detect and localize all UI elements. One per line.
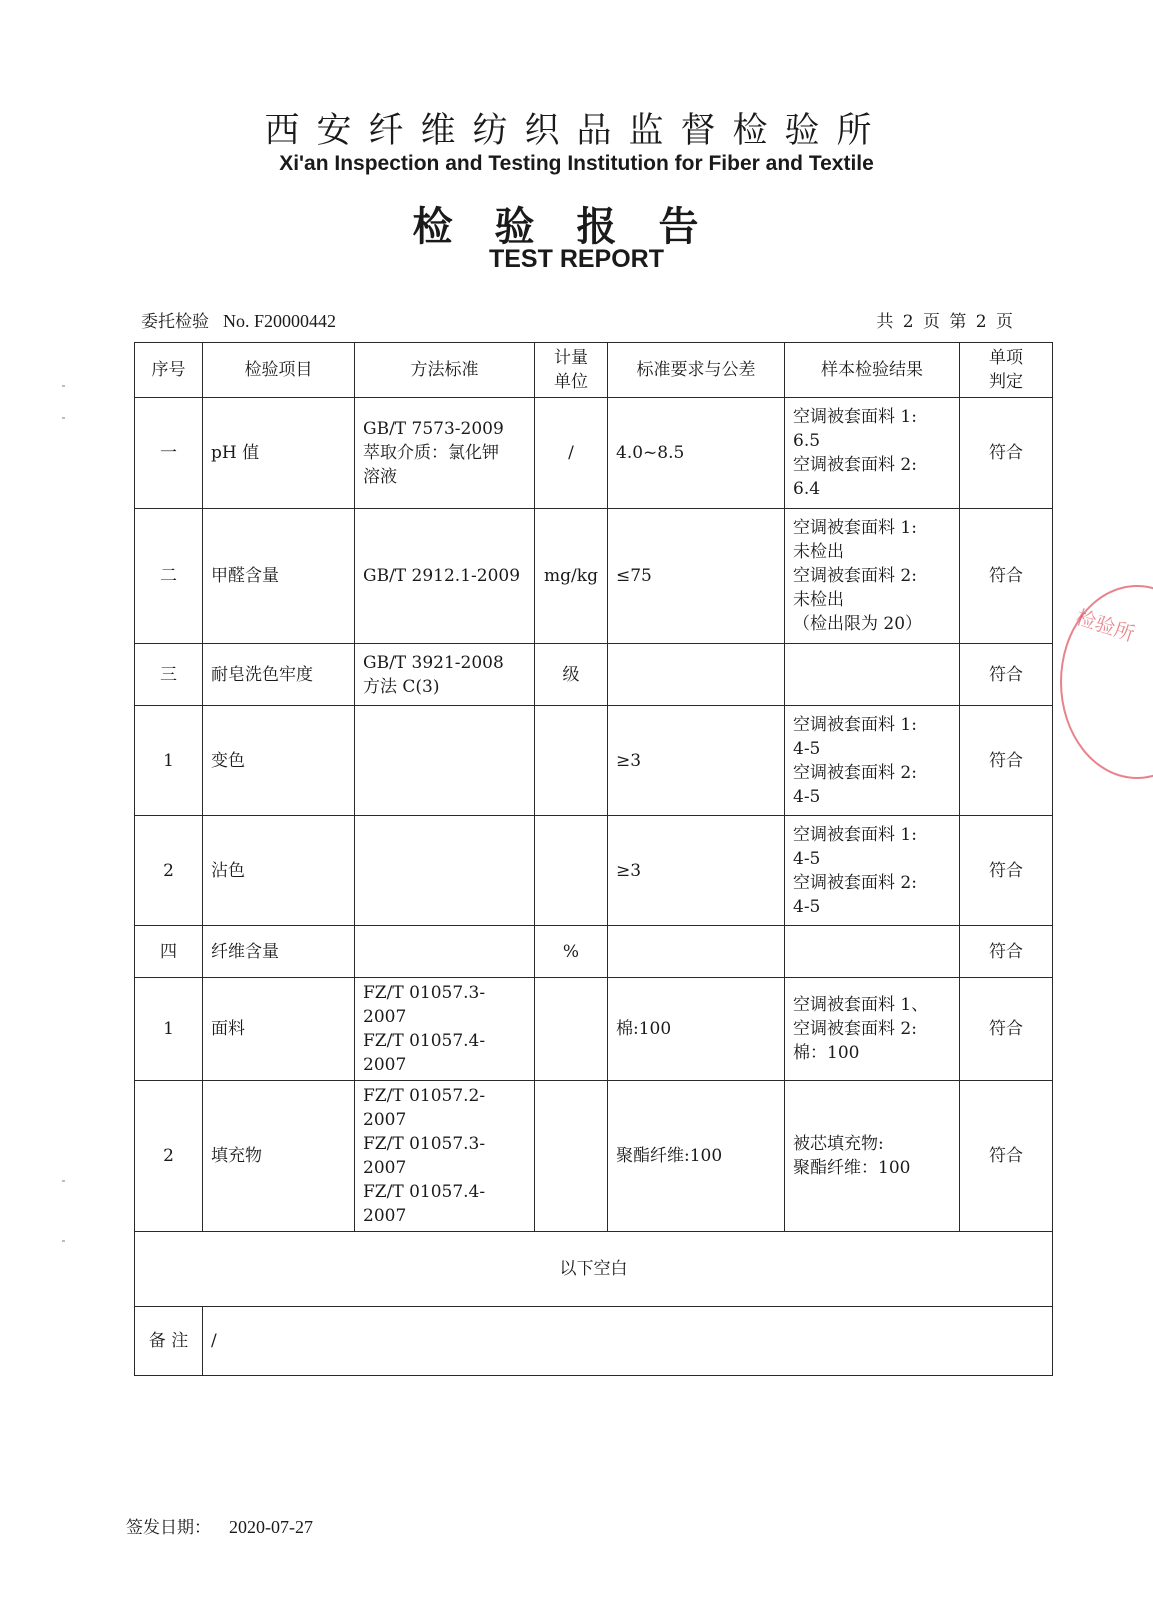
- cell-unit: 级: [535, 644, 608, 706]
- cell-verdict: 符合: [960, 644, 1053, 706]
- cell-result: [785, 816, 960, 926]
- header-unit: 计量 单位: [535, 343, 608, 398]
- cell-method-line: FZ/T 01057.4-2007: [363, 1031, 486, 1075]
- cell-item: 纤维含量: [203, 926, 355, 978]
- cell-method-line: FZ/T 01057.3-2007: [363, 983, 486, 1027]
- cell-result-line: 空调被套面料 1:: [793, 518, 917, 538]
- cell-result-line: 空调被套面料 1、: [793, 995, 929, 1015]
- scan-speck: [62, 385, 65, 387]
- institution-title-en: Xi'an Inspection and Testing Institution for Fiber and Textile: [279, 152, 874, 175]
- cell-requirement: 聚酯纤维:100: [608, 1081, 785, 1232]
- report-number: No. F20000442: [223, 311, 337, 331]
- cell-result-line: 4-5: [793, 896, 821, 917]
- cell-result-line: 空调被套面料 2:: [793, 1019, 917, 1039]
- cell-seq: 1: [135, 978, 203, 1081]
- header-verdict: 单项 判定: [960, 343, 1053, 398]
- cell-method-line: 方法 C(3): [363, 676, 440, 697]
- cell-result-line: 4-5: [793, 738, 821, 759]
- header-item: 检验项目: [203, 343, 355, 398]
- table-row: [135, 1081, 1053, 1232]
- cell-result-line: 6.5: [793, 431, 821, 451]
- cell-seq: 一: [135, 398, 203, 509]
- cell-seq: 四: [135, 926, 203, 978]
- cell-unit: [535, 1081, 608, 1232]
- cell-result-line: 4-5: [793, 786, 821, 807]
- cell-method: [355, 816, 535, 926]
- remark-value: /: [203, 1307, 1053, 1376]
- issue-label: 签发日期：: [126, 1518, 211, 1538]
- cell-result-line: 空调被套面料 2:: [793, 762, 917, 783]
- report-title-cn: 检验报告: [412, 203, 741, 250]
- scan-speck: [62, 1240, 65, 1242]
- scan-speck: [62, 417, 65, 419]
- cell-result-line: 空调被套面料 1:: [793, 714, 917, 735]
- cell-seq: 2: [135, 816, 203, 926]
- cell-method-line: FZ/T 01057.2-2007: [363, 1086, 486, 1130]
- cell-result-line: （检出限为 20）: [793, 614, 923, 634]
- cell-requirement: [608, 926, 785, 978]
- cell-result: [785, 978, 960, 1081]
- cell-requirement: ≤75: [608, 509, 785, 644]
- cell-verdict: 符合: [960, 926, 1053, 978]
- cell-result: [785, 509, 960, 644]
- institution-title-cn: 西安纤维纺织品监督检验所: [264, 111, 889, 151]
- cell-method: [355, 1081, 535, 1232]
- cell-seq: 三: [135, 644, 203, 706]
- cell-unit: [535, 978, 608, 1081]
- cell-method: [355, 706, 535, 816]
- cell-seq: 2: [135, 1081, 203, 1232]
- cell-item: 填充物: [203, 1081, 355, 1232]
- cell-result: [785, 926, 960, 978]
- remark-row: [135, 1307, 1053, 1376]
- cell-result-line: 空调被套面料 1:: [793, 824, 917, 845]
- report-meta: [141, 307, 336, 332]
- results-table: [134, 342, 1053, 1376]
- cell-verdict: 符合: [960, 816, 1053, 926]
- cell-result-line: 棉：100: [793, 1043, 860, 1063]
- blank-row: [135, 1232, 1053, 1307]
- cell-result-line: 4-5: [793, 848, 821, 869]
- cell-method-line: 溶液: [363, 467, 397, 487]
- header-method: 方法标准: [355, 343, 535, 398]
- cell-result-line: 未检出: [793, 590, 844, 610]
- cell-unit: %: [535, 926, 608, 978]
- table-row: [135, 978, 1053, 1081]
- cell-requirement: 4.0~8.5: [608, 398, 785, 509]
- cell-method-line: 萃取介质：氯化钾: [363, 443, 499, 463]
- cell-result-line: 空调被套面料 1:: [793, 407, 917, 427]
- table-row: [135, 926, 1053, 978]
- blank-note: 以下空白: [135, 1232, 1053, 1307]
- cell-seq: 二: [135, 509, 203, 644]
- cell-verdict: 符合: [960, 1081, 1053, 1232]
- cell-item: 甲醛含量: [203, 509, 355, 644]
- cell-result-line: 空调被套面料 2:: [793, 872, 917, 893]
- cell-result-line: 6.4: [793, 479, 821, 499]
- cell-unit: [535, 706, 608, 816]
- table-row: [135, 816, 1053, 926]
- table-row: [135, 509, 1053, 644]
- cell-result-line: 未检出: [793, 542, 844, 562]
- header-result: 样本检验结果: [785, 343, 960, 398]
- cell-unit: /: [535, 398, 608, 509]
- table-body: [135, 398, 1053, 1232]
- cell-method-line: GB/T 7573-2009: [363, 419, 504, 439]
- cell-verdict: 符合: [960, 978, 1053, 1081]
- seal-lettering: 检验所: [1073, 604, 1138, 647]
- cell-verdict: 符合: [960, 509, 1053, 644]
- cell-method: [355, 509, 535, 644]
- cell-method-line: FZ/T 01057.3-2007: [363, 1134, 486, 1178]
- table-row: [135, 644, 1053, 706]
- cell-result: [785, 706, 960, 816]
- cell-verdict: 符合: [960, 398, 1053, 509]
- table-row: [135, 398, 1053, 509]
- cell-requirement: ≥3: [608, 706, 785, 816]
- header-seq: 序号: [135, 343, 203, 398]
- cell-method: [355, 644, 535, 706]
- cell-requirement: ≥3: [608, 816, 785, 926]
- table-row: [135, 706, 1053, 816]
- cell-requirement: [608, 644, 785, 706]
- issue-date-line: [126, 1513, 313, 1538]
- cell-verdict: 符合: [960, 706, 1053, 816]
- cell-result-line: 空调被套面料 2:: [793, 455, 917, 475]
- remark-label: 备 注: [135, 1307, 203, 1376]
- cell-item: 变色: [203, 706, 355, 816]
- cell-method-line: GB/T 3921-2008: [363, 652, 504, 673]
- table-header-row: [135, 343, 1053, 398]
- cell-item: 面料: [203, 978, 355, 1081]
- inspection-type: 委托检验: [141, 312, 209, 332]
- cell-method: [355, 926, 535, 978]
- report-title-en: TEST REPORT: [488, 245, 664, 273]
- cell-unit: mg/kg: [535, 509, 608, 644]
- cell-result-line: 空调被套面料 2:: [793, 566, 917, 586]
- cell-unit: [535, 816, 608, 926]
- cell-method-line: FZ/T 01057.4-2007: [363, 1182, 486, 1226]
- cell-method: [355, 978, 535, 1081]
- cell-requirement: 棉:100: [608, 978, 785, 1081]
- cell-result: [785, 644, 960, 706]
- cell-result: [785, 1081, 960, 1232]
- cell-item: 沾色: [203, 816, 355, 926]
- cell-result-line: 聚酯纤维：100: [793, 1158, 911, 1178]
- header-requirement: 标准要求与公差: [608, 343, 785, 398]
- cell-method: [355, 398, 535, 509]
- issue-date: 2020-07-27: [229, 1517, 313, 1537]
- cell-item: pH 值: [203, 398, 355, 509]
- cell-seq: 1: [135, 706, 203, 816]
- cell-item: 耐皂洗色牢度: [203, 644, 355, 706]
- cell-result-line: 被芯填充物:: [793, 1134, 884, 1154]
- page-count: 共 2 页 第 2 页: [876, 312, 1013, 332]
- cell-result: [785, 398, 960, 509]
- cell-method-line: GB/T 2912.1-2009: [363, 566, 521, 586]
- scan-speck: [62, 1180, 65, 1182]
